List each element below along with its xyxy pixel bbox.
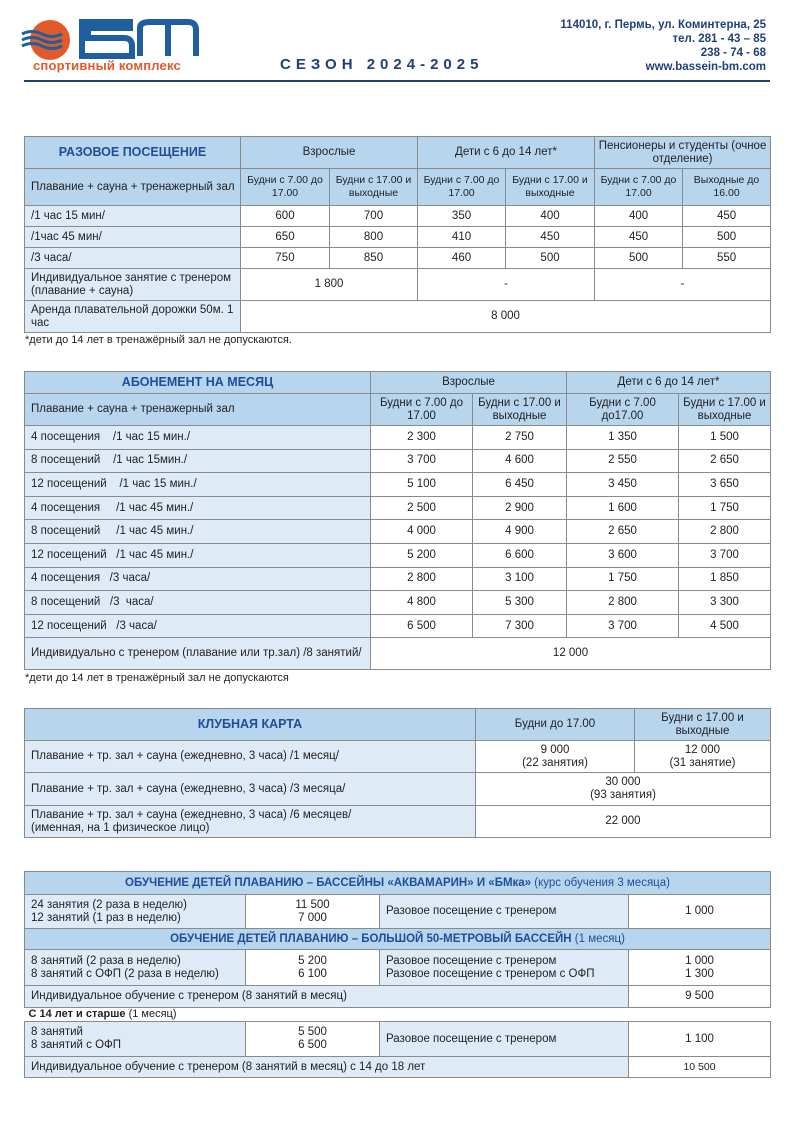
- price-cell: 2 800: [567, 591, 679, 615]
- row-label: Индивидуальное обучение с тренером (8 занятий в месяц) с 14 до 18 лет: [25, 1057, 629, 1078]
- price-cell: 1 000: [629, 895, 771, 929]
- price-cell: 1 750: [567, 567, 679, 591]
- row-label: 8 посещений /1 час 45 мин./: [25, 520, 371, 544]
- label-line: 8 занятий с ОФП: [31, 1039, 122, 1051]
- address: 114010, г. Пермь, ул. Коминтерна, 25: [560, 19, 766, 31]
- row-label: [25, 806, 476, 838]
- row-label: 8 посещений /3 часа/: [25, 591, 371, 615]
- group-header: Пенсионеры и студенты (очное отделение): [595, 137, 771, 169]
- price-cell: 3 600: [567, 543, 679, 567]
- price-cell: 400: [506, 206, 595, 227]
- price-cell: 4 800: [371, 591, 473, 615]
- table-title: РАЗОВОЕ ПОСЕЩЕНИЕ: [25, 137, 241, 169]
- price-cell: 550: [683, 248, 771, 269]
- price-cell: -: [595, 269, 771, 301]
- kids-swimming-table: [24, 871, 771, 1078]
- table-row: [25, 591, 771, 615]
- price-cell: 5 300: [473, 591, 567, 615]
- price-note: (31 занятие): [669, 756, 736, 769]
- row-label: 12 посещений /3 часа/: [25, 614, 371, 638]
- row-label: 4 посещения /1 час 45 мин./: [25, 496, 371, 520]
- price-cell: 800: [330, 227, 418, 248]
- column-header: Будни с 17.00 и выходные: [473, 394, 567, 426]
- phone: тел. 281 - 43 – 85: [672, 33, 766, 45]
- price: 11 500: [295, 898, 330, 911]
- column-header: Будни с 7.00 до 17.00: [418, 169, 506, 206]
- price: 5 500: [298, 1026, 327, 1038]
- price-note: (22 занятия): [522, 756, 588, 769]
- price-cell: 4 900: [473, 520, 567, 544]
- row-label: [25, 895, 246, 929]
- table-row: [25, 227, 771, 248]
- price-cell: 10 500: [629, 1057, 771, 1078]
- column-header: Будни с 7.00 до17.00: [567, 394, 679, 426]
- price-cell: 410: [418, 227, 506, 248]
- section-title-note: (1 месяц): [128, 1008, 177, 1020]
- table-row: [25, 614, 771, 638]
- column-header: Будни с 17.00 и выходные: [330, 169, 418, 206]
- price-cell: 3 700: [371, 449, 473, 473]
- row-label: /1 час 15 мин/: [25, 206, 241, 227]
- label-line: 24 занятия (2 раза в неделю): [31, 898, 187, 911]
- service-label: Плавание + сауна + тренажерный зал: [25, 169, 241, 206]
- row-label: 12 посещений /1 час 15 мин./: [25, 473, 371, 497]
- column-header: Будни с 7.00 до 17.00: [595, 169, 683, 206]
- table-row: [25, 206, 771, 227]
- price-cell: 7 300: [473, 614, 567, 638]
- group-header: Взрослые: [371, 372, 567, 394]
- price-cell: 2 750: [473, 426, 567, 450]
- price-cell: 750: [241, 248, 330, 269]
- service-label: Плавание + сауна + тренажерный зал: [25, 394, 371, 426]
- price-cell: 4 500: [679, 614, 771, 638]
- price-cell: 1 750: [679, 496, 771, 520]
- phone: 238 - 74 - 68: [700, 47, 766, 59]
- column-header: Будни до 17.00: [476, 709, 635, 741]
- column-header: Будни с 17.00 и выходные: [679, 394, 771, 426]
- club-card-table: [24, 708, 771, 838]
- price-cell: 12 000: [371, 638, 771, 670]
- price: 1 000: [685, 954, 714, 967]
- price-cell: [629, 950, 771, 986]
- column-header: Будни с 17.00 и выходные: [635, 709, 771, 741]
- price-cell: [476, 741, 635, 773]
- price-cell: 5 100: [371, 473, 473, 497]
- table-row: [25, 567, 771, 591]
- column-header: Будни с 17.00 и выходные: [506, 169, 595, 206]
- row-label: Аренда плавательной дорожки 50м. 1 час: [25, 301, 241, 333]
- price-cell: [476, 773, 771, 806]
- price-cell: 2 300: [371, 426, 473, 450]
- price-cell: 1 500: [679, 426, 771, 450]
- label-line: Разовое посещение с тренером: [386, 954, 557, 967]
- row-label: [25, 1022, 246, 1057]
- price-cell: 1 100: [629, 1022, 771, 1057]
- price-cell: 350: [418, 206, 506, 227]
- price-cell: 2 500: [371, 496, 473, 520]
- section-title: [25, 1008, 771, 1022]
- price-cell: 1 800: [241, 269, 418, 301]
- price-cell: 450: [683, 206, 771, 227]
- table-row: [25, 449, 771, 473]
- row-label: Индивидуально с тренером (плавание или тр.зал) /8 занятий/: [25, 638, 371, 670]
- price-cell: -: [418, 269, 595, 301]
- label-line: 8 занятий с ОФП (2 раза в неделю): [31, 967, 219, 980]
- monthly-pass-table: [24, 371, 771, 670]
- price-cell: 700: [330, 206, 418, 227]
- price-cell: 500: [683, 227, 771, 248]
- price-cell: 3 700: [679, 543, 771, 567]
- contacts: [560, 18, 766, 74]
- label-line: 8 занятий: [31, 1026, 83, 1038]
- table-row: [25, 426, 771, 450]
- price-cell: 4 600: [473, 449, 567, 473]
- price-cell: 1 350: [567, 426, 679, 450]
- price-cell: [635, 741, 771, 773]
- row-label: 8 посещений /1 час 15мин./: [25, 449, 371, 473]
- section-title-text: ОБУЧЕНИЕ ДЕТЕЙ ПЛАВАНИЮ – БАССЕЙНЫ «АКВАМАРИН» И «БМка»: [125, 876, 532, 889]
- label-line: (именная, на 1 физическое лицо): [31, 821, 210, 834]
- price-cell: [246, 1022, 380, 1057]
- table-row: [25, 543, 771, 567]
- table-row: [25, 473, 771, 497]
- price-cell: 460: [418, 248, 506, 269]
- row-label: 12 посещений /1 час 45 мин./: [25, 543, 371, 567]
- price-cell: 400: [595, 206, 683, 227]
- price: 7 000: [298, 911, 327, 924]
- price-cell: 450: [595, 227, 683, 248]
- price-cell: 5 200: [371, 543, 473, 567]
- price: 12 000: [684, 743, 721, 756]
- row-label: Разовое посещение с тренером: [380, 895, 629, 929]
- price-cell: 3 100: [473, 567, 567, 591]
- website-link[interactable]: www.bassein-bm.com: [645, 61, 766, 73]
- price-cell: 3 650: [679, 473, 771, 497]
- price-cell: 2 550: [567, 449, 679, 473]
- group-header: Дети с 6 до 14 лет*: [418, 137, 595, 169]
- price-cell: [246, 950, 380, 986]
- price-cell: 1 600: [567, 496, 679, 520]
- price-cell: 1 850: [679, 567, 771, 591]
- section-title: [25, 929, 771, 950]
- table-title: АБОНЕМЕНТ НА МЕСЯЦ: [25, 372, 371, 394]
- price-cell: 9 500: [629, 986, 771, 1008]
- price-cell: 2 800: [371, 567, 473, 591]
- column-header: Будни с 7.00 до 17.00: [371, 394, 473, 426]
- price-cell: 850: [330, 248, 418, 269]
- logo-subtitle: спортивный комплекс: [33, 58, 181, 73]
- table-row: [25, 496, 771, 520]
- price-cell: 3 450: [567, 473, 679, 497]
- price: 9 000: [540, 743, 570, 756]
- label-line: 8 занятий (2 раза в неделю): [31, 954, 181, 967]
- footnote: *дети до 14 лет в тренажёрный зал не допускаются: [25, 672, 289, 684]
- price-cell: 3 700: [567, 614, 679, 638]
- footnote: *дети до 14 лет в тренажёрный зал не допускаются.: [25, 334, 292, 346]
- single-visit-table: [24, 136, 771, 333]
- price-note: (93 занятия): [590, 789, 656, 801]
- price-cell: 8 000: [241, 301, 771, 333]
- header-divider: [24, 80, 770, 82]
- row-label: [380, 950, 629, 986]
- row-label: Плавание + тр. зал + сауна (ежедневно, 3 часа) /3 месяца/: [25, 773, 476, 806]
- group-header: Взрослые: [241, 137, 418, 169]
- row-label: /1час 45 мин/: [25, 227, 241, 248]
- price-cell: 6 600: [473, 543, 567, 567]
- price-cell: 450: [506, 227, 595, 248]
- season-title: СЕЗОН 2024-2025: [280, 56, 484, 73]
- label-line: Плавание + тр. зал + сауна (ежедневно, 3 часа) /6 месяцев/: [31, 808, 352, 821]
- section-title-note: (1 месяц): [574, 932, 625, 945]
- group-header: Дети с 6 до 14 лет*: [567, 372, 771, 394]
- row-label: [25, 950, 246, 986]
- column-header: Выходные до 16.00: [683, 169, 771, 206]
- row-label: Индивидуальное обучение с тренером (8 занятий в месяц): [25, 986, 629, 1008]
- price: 30 000: [605, 776, 641, 788]
- row-label: Плавание + тр. зал + сауна (ежедневно, 3 часа) /1 месяц/: [25, 741, 476, 773]
- row-label: /3 часа/: [25, 248, 241, 269]
- price-cell: 6 450: [473, 473, 567, 497]
- price-cell: 2 650: [679, 449, 771, 473]
- price-cell: 2 650: [567, 520, 679, 544]
- price-cell: 600: [241, 206, 330, 227]
- label-line: 12 занятий (1 раз в неделю): [31, 911, 181, 924]
- table-title: КЛУБНАЯ КАРТА: [25, 709, 476, 741]
- price-cell: 3 300: [679, 591, 771, 615]
- price: 6 500: [298, 1039, 327, 1051]
- row-label: Индивидуальное занятие с тренером (плавание + сауна): [25, 269, 241, 301]
- price-cell: [246, 895, 380, 929]
- price-cell: 650: [241, 227, 330, 248]
- price-cell: 500: [595, 248, 683, 269]
- section-title-text: ОБУЧЕНИЕ ДЕТЕЙ ПЛАВАНИЮ – БОЛЬШОЙ 50-МЕТРОВЫЙ БАССЕЙН: [170, 932, 572, 945]
- label-line: Разовое посещение с тренером с ОФП: [386, 967, 595, 980]
- row-label: 4 посещения /3 часа/: [25, 567, 371, 591]
- price-cell: 500: [506, 248, 595, 269]
- row-label: 4 посещения /1 час 15 мин./: [25, 426, 371, 450]
- price-cell: 2 800: [679, 520, 771, 544]
- section-title: [25, 872, 771, 895]
- column-header: Будни с 7.00 до 17.00: [241, 169, 330, 206]
- price-cell: 2 900: [473, 496, 567, 520]
- row-label: Разовое посещение с тренером: [380, 1022, 629, 1057]
- table-row: [25, 520, 771, 544]
- section-title-text: С 14 лет и старше: [28, 1008, 126, 1020]
- price-cell: 6 500: [371, 614, 473, 638]
- price: 1 300: [685, 967, 714, 980]
- price-cell: 4 000: [371, 520, 473, 544]
- price: 5 200: [298, 954, 327, 967]
- price: 6 100: [298, 967, 327, 980]
- price-cell: 22 000: [476, 806, 771, 838]
- section-title-note: (курс обучения 3 месяца): [534, 876, 670, 889]
- table-row: [25, 248, 771, 269]
